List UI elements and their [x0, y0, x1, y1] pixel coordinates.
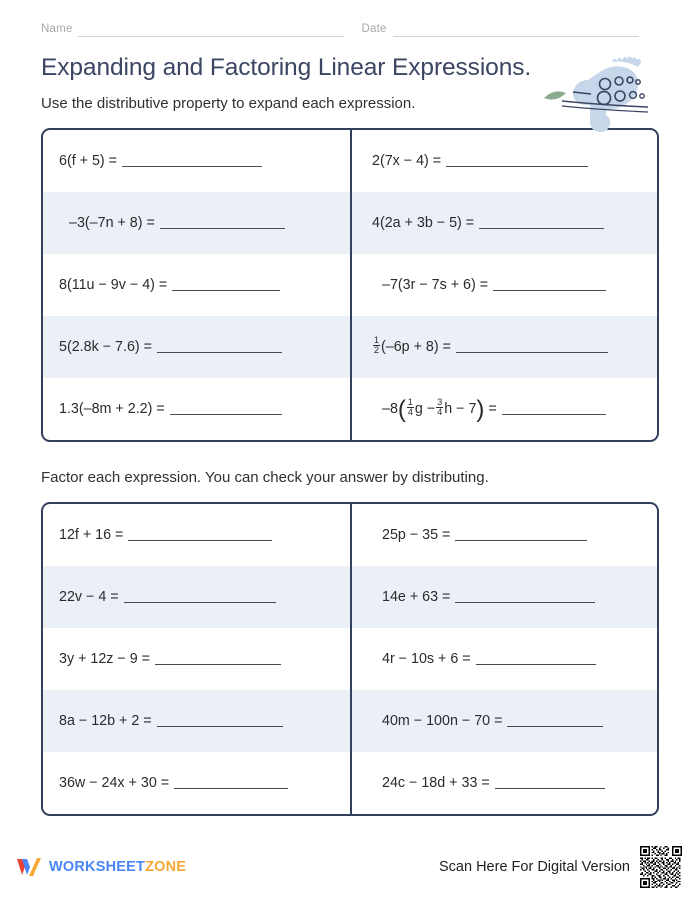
table-row [43, 504, 657, 566]
question-text: 4(2a + 3b − 5) = [372, 214, 475, 231]
question-text [372, 334, 451, 357]
question-cell-14[interactable] [350, 566, 657, 628]
logo-mark-icon [16, 856, 42, 878]
answer-blank[interactable] [174, 777, 288, 789]
question-cell-19[interactable] [43, 752, 350, 814]
question-cell-6[interactable] [350, 254, 657, 316]
question-cell-9[interactable] [43, 378, 350, 440]
qr-code-icon[interactable] [640, 846, 682, 888]
question-cell-17[interactable] [43, 690, 350, 752]
term-g: g − [414, 400, 436, 417]
question-text: 25p − 35 = [382, 526, 451, 543]
name-field[interactable] [41, 24, 344, 37]
table-row [43, 130, 657, 192]
fraction-one-half: $\frac{1}{2}$ [374, 334, 380, 356]
worksheet-zone-logo[interactable] [16, 856, 186, 878]
question-cell-4[interactable] [350, 192, 657, 254]
question-text: 24c − 18d + 33 = [382, 774, 490, 791]
question-text: 22v − 4 = [59, 588, 119, 605]
table-row [43, 316, 657, 378]
question-text: 40m − 100n − 70 = [382, 712, 503, 729]
page-title: Expanding and Factoring Linear Expressions. [41, 53, 532, 81]
question-text-tail: (–6p + 8) = [381, 338, 451, 355]
answer-blank[interactable] [157, 341, 282, 353]
question-text: –7(3r − 7s + 6) = [382, 276, 489, 293]
name-input-rule[interactable] [78, 26, 344, 37]
page-footer [0, 844, 700, 890]
table-row [43, 566, 657, 628]
answer-blank[interactable] [476, 653, 596, 665]
question-text: –8 ( $\frac{1}{4}$ g − $\frac{3}{4}$ h − 7 ) = [382, 395, 497, 423]
answer-blank[interactable] [479, 217, 604, 229]
coefficient: –8 [382, 400, 398, 417]
answer-blank[interactable] [122, 155, 262, 167]
date-input-rule[interactable] [393, 26, 639, 37]
scan-qr-section[interactable] [439, 846, 682, 888]
answer-blank[interactable] [493, 279, 606, 291]
answer-blank[interactable] [172, 279, 280, 291]
answer-blank[interactable] [160, 217, 285, 229]
name-label: Name [41, 23, 73, 35]
question-cell-5[interactable] [43, 254, 350, 316]
question-cell-11[interactable] [43, 504, 350, 566]
question-cell-18[interactable] [350, 690, 657, 752]
fraction-three-fourths: $\frac{3}{4}$ [437, 396, 443, 418]
table-row [43, 254, 657, 316]
question-text: 8(11u − 9v − 4) = [59, 276, 168, 293]
table-row [43, 378, 657, 440]
question-text: 2(7x − 4) = [372, 152, 442, 169]
question-text: 1.3(–8m + 2.2) = [59, 400, 165, 417]
brand-wordmark [49, 859, 186, 875]
question-text: 6(f + 5) = [59, 152, 118, 169]
answer-blank[interactable] [495, 777, 605, 789]
question-cell-2[interactable] [350, 130, 657, 192]
table-row [43, 752, 657, 814]
question-text: 14e + 63 = [382, 588, 451, 605]
table-row [43, 628, 657, 690]
date-label: Date [361, 23, 387, 35]
question-cell-10[interactable] [350, 378, 657, 440]
question-text: 12f + 16 = [59, 526, 124, 543]
equals-sign: = [488, 400, 497, 417]
answer-blank[interactable] [455, 529, 587, 541]
question-cell-13[interactable] [43, 566, 350, 628]
scan-label: Scan Here For Digital Version [439, 859, 630, 875]
section2-instruction: Factor each expression. You can check your answer by distributing. [41, 468, 489, 486]
date-field[interactable] [361, 24, 638, 37]
question-text: 5(2.8k − 7.6) = [59, 338, 152, 355]
table-row [43, 192, 657, 254]
question-text: –3(–7n + 8) = [69, 214, 155, 231]
expand-questions-table [41, 128, 659, 442]
answer-blank[interactable] [455, 591, 595, 603]
answer-blank[interactable] [170, 403, 282, 415]
answer-blank[interactable] [507, 715, 603, 727]
answer-blank[interactable] [124, 591, 276, 603]
question-text: 3y + 12z − 9 = [59, 650, 151, 667]
answer-blank[interactable] [502, 403, 606, 415]
brand-second-word: ZONE [145, 859, 187, 875]
question-cell-20[interactable] [350, 752, 657, 814]
section1-instruction: Use the distributive property to expand each expression. [41, 94, 416, 112]
question-cell-7[interactable] [43, 316, 350, 378]
fraction-one-fourth: $\frac{1}{4}$ [407, 396, 413, 418]
question-cell-16[interactable] [350, 628, 657, 690]
question-cell-3[interactable] [43, 192, 350, 254]
question-text: 8a − 12b + 2 = [59, 712, 152, 729]
question-cell-8[interactable] [350, 316, 657, 378]
answer-blank[interactable] [456, 341, 608, 353]
answer-blank[interactable] [155, 653, 281, 665]
question-text: 4r − 10s + 6 = [382, 650, 471, 667]
name-date-header [41, 0, 659, 37]
factor-questions-table [41, 502, 659, 816]
answer-blank[interactable] [157, 715, 283, 727]
table-row [43, 690, 657, 752]
question-cell-1[interactable] [43, 130, 350, 192]
brand-first-word: WORKSHEET [49, 859, 146, 875]
term-h: h − 7 [444, 400, 477, 417]
answer-blank[interactable] [446, 155, 588, 167]
question-cell-15[interactable] [43, 628, 350, 690]
question-text: 36w − 24x + 30 = [59, 774, 170, 791]
question-cell-12[interactable] [350, 504, 657, 566]
answer-blank[interactable] [128, 529, 272, 541]
